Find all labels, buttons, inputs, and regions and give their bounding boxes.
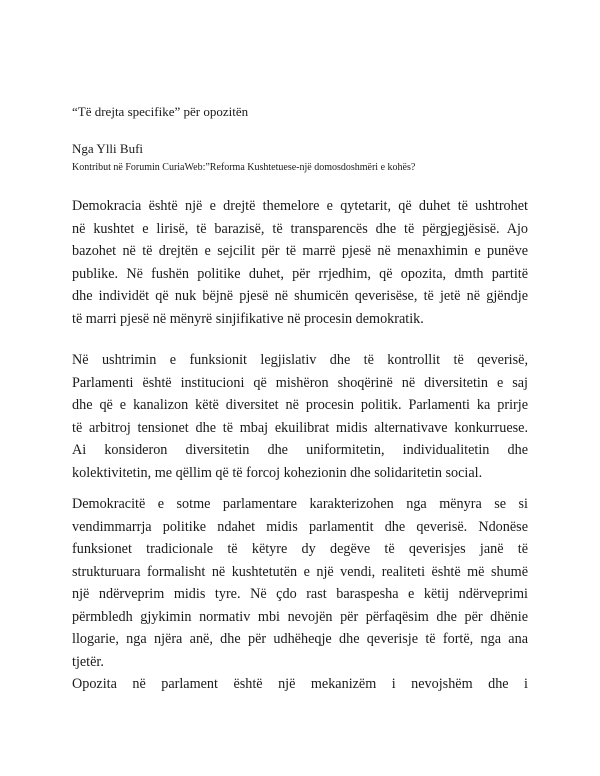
text-line: strukturuara formalisht në kushtetutën e një vendi, realiteti është më shumë xyxy=(72,563,528,580)
text-line: kolektivitetin, me qëllim që të forcoj kohezionin dhe solidaritetin social. xyxy=(72,464,483,481)
document-title: “Të drejta specifike” për opozitën xyxy=(72,104,249,119)
text-line: Ai konsideron diversitetin dhe uniformitetin, individualitetin dhe xyxy=(72,442,528,458)
text-line: funksionet tradicionale të këtyre dy degëve të qeverisjes janë të xyxy=(72,541,528,557)
text-line: publike. Në fushën politike duhet, për rrjedhim, që opozita, dmth partitë xyxy=(72,265,528,282)
text-line: përmbledh gjykimin normativ mbi nevojën për përfaqësim dhe për dhënie xyxy=(72,608,528,625)
text-line: bazohet në të drejtën e sejcilit për të marrë pjesë në menaxhimin e punëve xyxy=(72,243,528,259)
text-line: Demokracitë e sotme parlamentare karakterizohen nga mënyra se si xyxy=(72,496,528,512)
text-line: një ndërveprim midis tyre. Në çdo rast baraspesha e këtij ndërveprimi xyxy=(72,586,528,602)
text-line: Në ushtrimin e funksionit legjislativ dhe të kontrollit të qeverisë, xyxy=(72,352,528,368)
text-line: në kushtet e lirisë, të barazisë, të transparencës dhe të përgjegjësisë. Ajo xyxy=(72,220,528,237)
paragraph-2 xyxy=(72,349,528,484)
contribution-note: Kontribut në Forumin CuriaWeb:”Reforma Kushtetuese-një domosdoshmëri e kohës? xyxy=(72,162,416,173)
text-line: llogarie, nga njëra anë, dhe për udhëheqje dhe qeverisje të fortë, nga ana xyxy=(72,631,528,647)
paragraph-1 xyxy=(72,195,528,330)
author-line: Nga Ylli Bufi xyxy=(72,141,144,156)
text-line: vendimmarrja politike ndahet midis parlamentit dhe qeverisë. Ndonëse xyxy=(72,518,528,535)
text-line: të marri pjesë në mënyrë sinjifikative në procesin demokratik. xyxy=(72,310,424,327)
text-line: dhe që e kanalizon këtë diversitet në procesin politik. Parlamenti ka prirje xyxy=(72,397,528,413)
paragraph-4 xyxy=(72,673,528,696)
text-line: Demokracia është një e drejtë themelore e qytetarit, që duhet të ushtrohet xyxy=(72,198,528,214)
paragraph-3 xyxy=(72,493,528,673)
text-line: të arbitroj tensionet dhe të mbaj ekuilibrat midis alternativave konkurruese. xyxy=(72,419,528,436)
text-line: Opozita në parlament është një mekanizëm i nevojshëm dhe i xyxy=(72,676,528,692)
text-line: dhe individët që nuk bëjnë pjesë në shumicën qeverisëse, të jetë në gjëndje xyxy=(72,288,528,304)
text-line: Parlamenti është institucioni që mishëron shoqërinë në diversitetin e saj xyxy=(72,374,528,391)
text-line: tjetër. xyxy=(72,653,104,670)
